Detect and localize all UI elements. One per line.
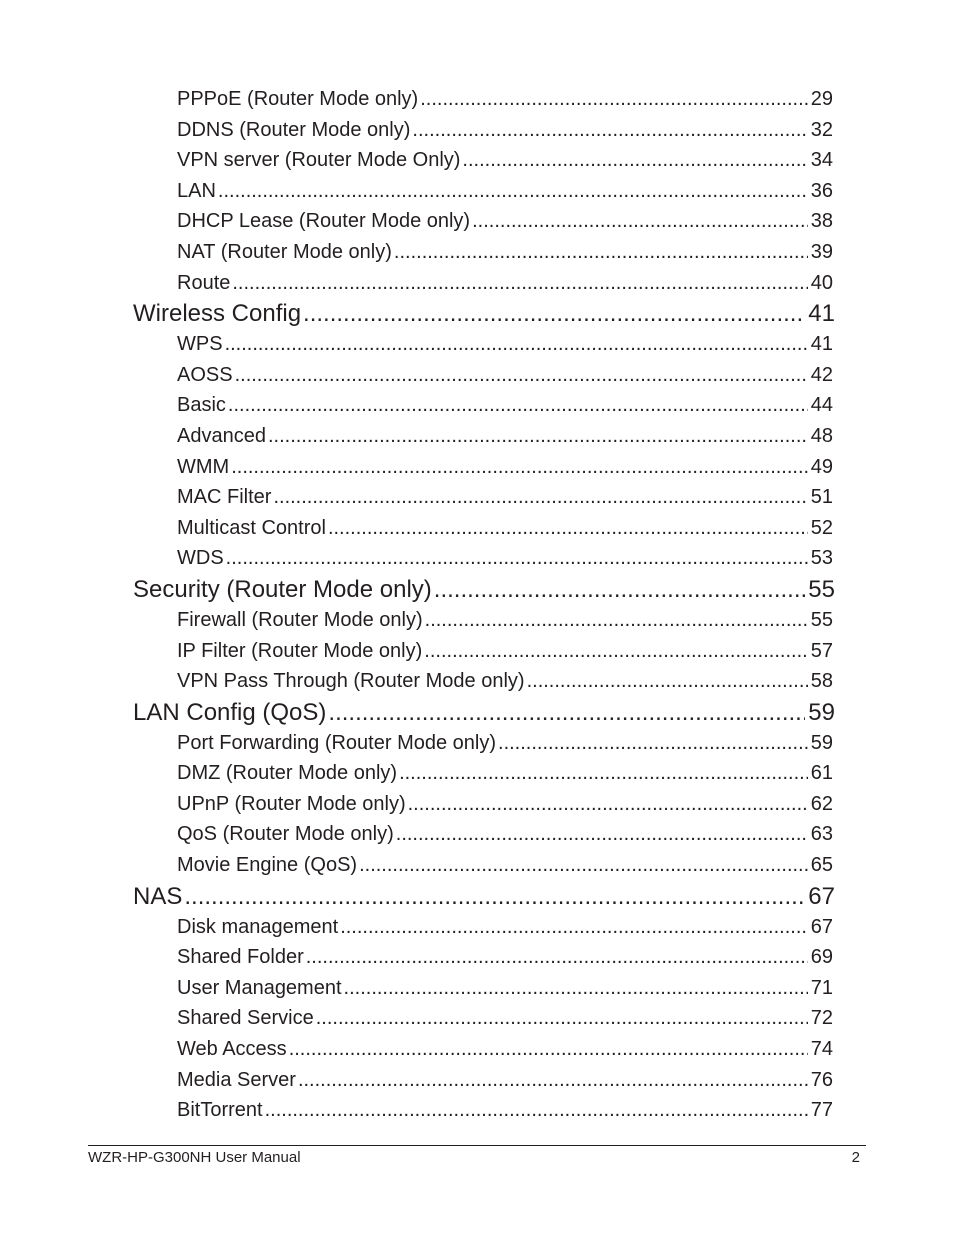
toc-entry-page: 39 — [810, 240, 833, 263]
toc-entry-page: 40 — [810, 271, 833, 294]
toc-subsection-entry[interactable] — [177, 636, 833, 667]
toc-subsection-entry[interactable] — [177, 1095, 833, 1126]
toc-dot-leader — [268, 421, 808, 452]
toc-entry-title: DDNS (Router Mode only) — [177, 118, 411, 141]
toc-entry-page: 67 — [810, 915, 833, 938]
toc-entry-page: 74 — [810, 1038, 833, 1061]
toc-subsection-entry[interactable] — [177, 329, 833, 360]
toc-entry-page: 34 — [810, 149, 833, 172]
toc-entry-title: User Management — [177, 976, 342, 999]
toc-entry-title: WDS — [177, 547, 224, 570]
toc-entry-title: IP Filter (Router Mode only) — [177, 639, 423, 662]
footer-page-number: 2 — [851, 1149, 860, 1166]
toc-subsection-entry[interactable] — [177, 237, 833, 268]
toc-entry-title: DMZ (Router Mode only) — [177, 762, 398, 785]
toc-dot-leader — [273, 482, 807, 513]
toc-entry-title: Basic — [177, 394, 226, 417]
toc-entry-page: 51 — [810, 486, 833, 509]
toc-entry-page: 36 — [810, 179, 833, 202]
toc-entry-page: 71 — [810, 976, 833, 999]
toc-subsection-entry[interactable] — [177, 421, 833, 452]
toc-entry-title: LAN Config (QoS) — [133, 698, 327, 726]
toc-entry-page: 41 — [808, 300, 835, 328]
toc-entry-title: VPN server (Router Mode Only) — [177, 149, 461, 172]
toc-subsection-entry[interactable] — [177, 268, 833, 299]
toc-dot-leader — [232, 268, 807, 299]
toc-dot-leader — [303, 298, 805, 329]
toc-entry-title: AOSS — [177, 363, 233, 386]
toc-subsection-entry[interactable] — [177, 605, 833, 636]
toc-entry-title: Advanced — [177, 424, 266, 447]
toc-dot-leader — [184, 881, 805, 912]
toc-entry-page: 32 — [810, 118, 833, 141]
toc-dot-leader — [359, 850, 808, 881]
toc-entry-page: 76 — [810, 1068, 833, 1091]
toc-subsection-entry[interactable] — [177, 1065, 833, 1096]
toc-entry-title: WMM — [177, 455, 230, 478]
toc-dot-leader — [298, 1065, 808, 1096]
toc-entry-page: 63 — [810, 823, 833, 846]
toc-dot-leader — [412, 115, 807, 146]
toc-entry-page: 62 — [810, 792, 833, 815]
toc-dot-leader — [434, 574, 806, 605]
toc-entry-page: 57 — [810, 639, 833, 662]
toc-entry-title: VPN Pass Through (Router Mode only) — [177, 670, 525, 693]
toc-dot-leader — [472, 206, 808, 237]
toc-dot-leader — [228, 390, 808, 421]
toc-dot-leader — [289, 1034, 808, 1065]
toc-entry-page: 65 — [810, 854, 833, 877]
toc-entry-page: 55 — [810, 608, 833, 631]
toc-dot-leader — [340, 912, 808, 943]
toc-subsection-entry[interactable] — [177, 666, 833, 697]
toc-entry-title: Route — [177, 271, 231, 294]
toc-dot-leader — [218, 176, 808, 207]
toc-subsection-entry[interactable] — [177, 482, 833, 513]
toc-entry-title: BitTorrent — [177, 1099, 263, 1122]
toc-subsection-entry[interactable] — [177, 543, 833, 574]
footer-divider — [88, 1145, 866, 1146]
toc-entry-title: Disk management — [177, 915, 339, 938]
toc-dot-leader — [316, 1003, 808, 1034]
toc-entry-page: 59 — [810, 731, 833, 754]
toc-entry-page: 44 — [810, 394, 833, 417]
toc-dot-leader — [399, 758, 808, 789]
toc-entry-title: MAC Filter — [177, 486, 272, 509]
toc-entry-title: NAS — [133, 882, 183, 910]
toc-dot-leader — [396, 819, 808, 850]
toc-entry-title: LAN — [177, 179, 216, 202]
toc-entry-page: 52 — [810, 516, 833, 539]
toc-subsection-entry[interactable] — [177, 912, 833, 943]
toc-dot-leader — [231, 452, 808, 483]
toc-dot-leader — [226, 543, 808, 574]
toc-entry-title: NAT (Router Mode only) — [177, 240, 392, 263]
toc-subsection-entry[interactable] — [177, 513, 833, 544]
toc-entry-title: DHCP Lease (Router Mode only) — [177, 210, 471, 233]
toc-subsection-entry[interactable] — [177, 758, 833, 789]
toc-dot-leader — [306, 942, 808, 973]
toc-dot-leader — [235, 360, 808, 391]
table-of-contents — [0, 84, 954, 1126]
toc-dot-leader — [265, 1095, 808, 1126]
toc-subsection-entry[interactable] — [177, 84, 833, 115]
toc-dot-leader — [424, 636, 807, 667]
toc-dot-leader — [408, 789, 808, 820]
toc-entry-page: 72 — [810, 1007, 833, 1030]
toc-subsection-entry[interactable] — [177, 176, 833, 207]
toc-dot-leader — [498, 728, 808, 759]
toc-entry-page: 53 — [810, 547, 833, 570]
toc-subsection-entry[interactable] — [177, 819, 833, 850]
footer-manual-title: WZR-HP-G300NH User Manual — [88, 1149, 301, 1166]
toc-dot-leader — [420, 84, 808, 115]
toc-subsection-entry[interactable] — [177, 390, 833, 421]
toc-entry-title: WPS — [177, 333, 223, 356]
toc-dot-leader — [344, 973, 808, 1004]
toc-entry-page: 42 — [810, 363, 833, 386]
toc-entry-page: 69 — [810, 946, 833, 969]
toc-entry-page: 61 — [810, 762, 833, 785]
toc-entry-title: Security (Router Mode only) — [133, 575, 432, 603]
toc-entry-title: Web Access — [177, 1038, 287, 1061]
toc-entry-title: Media Server — [177, 1068, 296, 1091]
toc-section-entry[interactable] — [133, 298, 835, 329]
toc-entry-title: UPnP (Router Mode only) — [177, 792, 406, 815]
toc-entry-title: Firewall (Router Mode only) — [177, 608, 423, 631]
toc-entry-page: 41 — [810, 333, 833, 356]
toc-subsection-entry[interactable] — [177, 145, 833, 176]
toc-dot-leader — [394, 237, 808, 268]
toc-subsection-entry[interactable] — [177, 728, 833, 759]
toc-subsection-entry[interactable] — [177, 452, 833, 483]
toc-entry-title: QoS (Router Mode only) — [177, 823, 394, 846]
toc-subsection-entry[interactable] — [177, 206, 833, 237]
toc-subsection-entry[interactable] — [177, 850, 833, 881]
toc-entry-title: Shared Service — [177, 1007, 314, 1030]
toc-entry-title: Shared Folder — [177, 946, 304, 969]
toc-entry-title: PPPoE (Router Mode only) — [177, 88, 419, 110]
toc-entry-page: 59 — [808, 698, 835, 726]
toc-subsection-entry[interactable] — [177, 789, 833, 820]
toc-entry-title: Port Forwarding (Router Mode only) — [177, 731, 497, 754]
toc-dot-leader — [328, 513, 808, 544]
toc-entry-page: 58 — [810, 670, 833, 693]
toc-subsection-entry[interactable] — [177, 360, 833, 391]
toc-dot-leader — [225, 329, 808, 360]
toc-entry-page: 77 — [810, 1099, 833, 1122]
toc-entry-page: 55 — [808, 575, 835, 603]
toc-entry-page: 67 — [808, 882, 835, 910]
toc-subsection-entry[interactable] — [177, 115, 833, 146]
toc-subsection-entry[interactable] — [177, 942, 833, 973]
toc-section-entry[interactable] — [133, 697, 835, 728]
toc-dot-leader — [425, 605, 808, 636]
toc-entry-page: 48 — [810, 424, 833, 447]
toc-entry-title: Multicast Control — [177, 516, 326, 539]
toc-entry-title: Movie Engine (QoS) — [177, 854, 358, 877]
toc-entry-page: 49 — [810, 455, 833, 478]
toc-dot-leader — [328, 697, 805, 728]
toc-entry-page: 29 — [810, 88, 833, 110]
toc-subsection-entry[interactable] — [177, 1034, 833, 1065]
toc-entry-title: Wireless Config — [133, 300, 302, 328]
toc-subsection-entry[interactable] — [177, 973, 833, 1004]
toc-section-entry[interactable] — [133, 881, 835, 912]
toc-section-entry[interactable] — [133, 574, 835, 605]
toc-dot-leader — [462, 145, 807, 176]
toc-entry-page: 38 — [810, 210, 833, 233]
toc-subsection-entry[interactable] — [177, 1003, 833, 1034]
toc-dot-leader — [527, 666, 808, 697]
